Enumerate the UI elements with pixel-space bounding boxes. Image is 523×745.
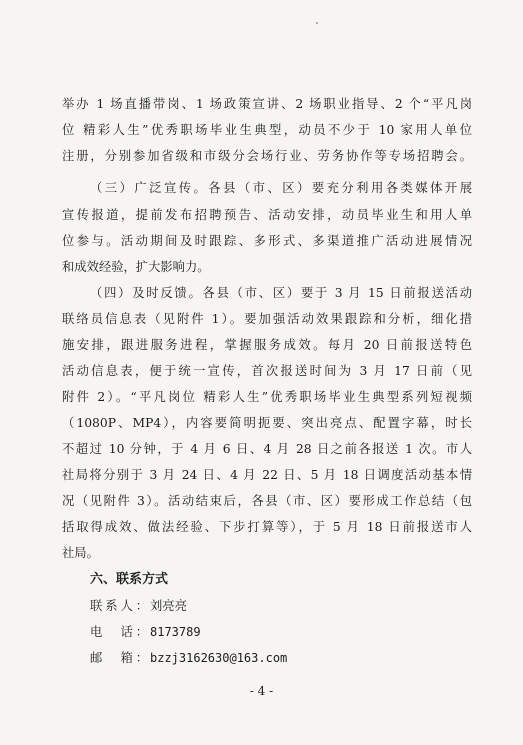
paragraph-line: （1080P、MP4），内容要简明扼要、突出亮点、配置字幕，时长 xyxy=(62,416,472,430)
paragraph-line: 活动信息表，便于统一宣传，首次报送时间为 3 月 17 日前（见 xyxy=(62,364,472,378)
paragraph-line: 和成效经验，扩大影响力。 xyxy=(62,260,210,274)
paragraph-line: 不超过 10 分钟，于 4 月 6 日、4 月 28 日之前各报送 1 次。市人 xyxy=(62,442,472,456)
contact-person-label: 联系人： xyxy=(90,599,148,613)
paragraph-line: 联络员信息表（见附件 1）。要加强活动效果跟踪和分析，细化措 xyxy=(62,312,472,326)
paragraph-line: 位参与。活动期间及时跟踪、多形式、多渠道推广活动进展情况 xyxy=(62,234,472,248)
paragraph-line: （三）广泛宣传。各县（市、区）要充分利用各类媒体开展 xyxy=(90,181,472,195)
contact-phone-value: 8173789 xyxy=(150,625,201,639)
paragraph-line: 括取得成效、做法经验、下步打算等），于 5 月 18 日前报送市人 xyxy=(62,520,472,534)
paragraph-line: 宣传报道，提前发布招聘预告、活动安排，动员毕业生和用人单 xyxy=(62,208,472,222)
scan-speck xyxy=(316,22,318,24)
paragraph-line: 社局将分别于 3 月 24 日、4 月 22 日、5 月 18 日调度活动基本情 xyxy=(62,468,472,482)
contact-phone-row xyxy=(90,624,201,640)
contact-person-value: 刘亮亮 xyxy=(150,599,187,613)
paragraph-line: （四）及时反馈。各县（市、区）要于 3 月 15 日前报送活动 xyxy=(90,286,472,300)
contact-email-label: 邮 箱： xyxy=(90,651,148,665)
paragraph-line: 社局。 xyxy=(62,546,99,560)
section-heading: 六、联系方式 xyxy=(90,572,169,587)
contact-phone-label: 电 话： xyxy=(90,625,148,639)
paragraph-line: 况（见附件 3）。活动结束后，各县（市、区）要形成工作总结（包 xyxy=(62,494,472,508)
paragraph-line: 附件 2）。“平凡岗位 精彩人生”优秀职场毕业生典型系列短视频 xyxy=(62,390,472,404)
paragraph-line: 施安排，跟进服务进程，掌握服务成效。每月 20 日前报送特色 xyxy=(62,338,472,352)
page-number: - 4 - xyxy=(249,684,274,698)
contact-person-row xyxy=(90,598,187,614)
paragraph-line: 注册，分别参加省级和市级分会场行业、劳务协作等专场招聘会。 xyxy=(62,149,472,163)
paragraph-line: 举办 1 场直播带岗、1 场政策宣讲、2 场职业指导、2 个“平凡岗 xyxy=(62,97,472,111)
contact-email-row xyxy=(90,650,287,666)
contact-email-value: bzzj3162630@163.com xyxy=(150,651,288,665)
paragraph-line: 位 精彩人生”优秀职场毕业生典型，动员不少于 10 家用人单位 xyxy=(62,123,472,137)
